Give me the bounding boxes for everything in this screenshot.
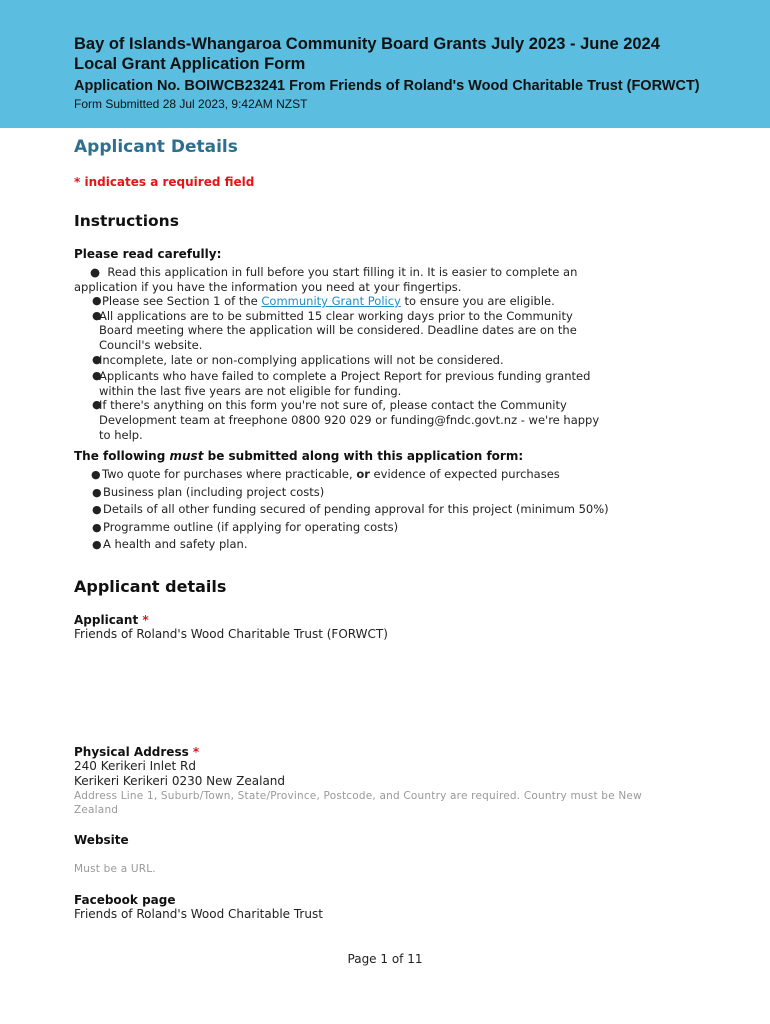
list-item <box>74 501 694 519</box>
list-item <box>74 294 694 309</box>
form-content <box>74 136 694 922</box>
applicant-label <box>74 613 694 627</box>
applicant-label-text: Applicant <box>74 612 139 627</box>
bullet-text: Please see Section 1 of the <box>102 294 262 309</box>
bullet-icon: ● <box>92 294 102 308</box>
bullet-icon: ● <box>92 520 102 534</box>
bullet-icon: ● <box>92 352 102 366</box>
bullet-text: Details of all other funding secured of pending approval for this project (minimum 50%) <box>103 502 609 517</box>
physical-address-label <box>74 745 694 759</box>
physical-address-label-text: Physical Address <box>74 744 189 759</box>
required-field-note: * indicates a required field <box>74 175 255 189</box>
facebook-label: Facebook page <box>74 892 176 907</box>
list-item <box>74 369 694 398</box>
list-item <box>74 519 694 537</box>
physical-address-field <box>74 745 694 817</box>
bullet-text: All applications are to be submitted 15 clear working days prior to the Community <box>99 308 573 323</box>
list-item <box>74 265 694 294</box>
form-title-line2: Local Grant Application Form <box>74 55 306 73</box>
bullet-text: Two quote for purchases where practicable, <box>102 467 357 482</box>
bullet-text: A health and safety plan. <box>103 537 248 552</box>
bullet-text: to ensure you are eligible. <box>400 294 555 309</box>
bullet-icon: ● <box>92 485 102 499</box>
address-line2: Kerikeri Kerikeri 0230 New Zealand <box>74 773 286 788</box>
website-label: Website <box>74 832 129 847</box>
bullet-icon: ● <box>92 308 102 322</box>
list-item <box>74 309 694 353</box>
applicant-field <box>74 613 694 642</box>
submission-date: Form Submitted 28 Jul 2023, 9:42AM NZST <box>74 97 308 111</box>
bullet-text: If there's anything on this form you're not sure of, please contact the Community <box>99 398 567 413</box>
bullet-icon: ● <box>92 538 102 552</box>
instructions-heading: Instructions <box>74 212 179 230</box>
application-number: Application No. BOIWCB23241 From Friends of Roland's Wood Charitable Trust (FORWCT) <box>74 78 700 94</box>
applicant-details-heading: Applicant details <box>74 576 227 596</box>
bullet-emphasis: or <box>356 467 370 482</box>
list-item <box>74 353 694 368</box>
list-item <box>74 536 694 554</box>
bullet-text: evidence of expected purchases <box>369 467 560 482</box>
list-item <box>74 484 694 502</box>
address-hint: Address Line 1, Suburb/Town, State/Province, Postcode, and Country are required. Country must be New Zealand <box>74 789 642 816</box>
please-read-label: Please read carefully: <box>74 247 222 261</box>
required-star: * <box>192 744 200 759</box>
website-hint: Must be a URL. <box>74 862 156 875</box>
must-submit-heading <box>74 449 694 463</box>
bullet-text: application if you have the information you need at your fingertips. <box>74 279 462 294</box>
bullet-text: within the last five years are not eligible for funding. <box>99 383 402 398</box>
bullet-icon: ● <box>90 265 101 279</box>
bullet-text: Board meeting where the application will be considered. Deadline dates are on the <box>99 323 577 338</box>
required-star: * <box>142 612 149 627</box>
bullet-text: Business plan (including project costs) <box>103 484 325 499</box>
required-documents-list <box>74 466 694 554</box>
page-number: Page 1 of 11 <box>347 952 423 966</box>
section-title: Applicant Details <box>74 137 238 157</box>
list-item <box>74 466 694 484</box>
bullet-text: Programme outline (if applying for operating costs) <box>103 519 399 534</box>
bullet-text: Development team at freephone 0800 920 029 or funding@fndc.govt.nz - we're happy <box>99 412 600 427</box>
form-title-line1: Bay of Islands-Whangaroa Community Board Grants July 2023 - June 2024 <box>74 35 660 53</box>
must-suffix: be submitted along with this application form: <box>203 449 524 464</box>
community-grant-policy-link[interactable]: Community Grant Policy <box>261 294 401 309</box>
bullet-text: to help. <box>99 427 143 442</box>
facebook-field <box>74 893 694 922</box>
must-prefix: The following <box>74 449 170 464</box>
bullet-text: Read this application in full before you start filling it in. It is easier to complete an <box>107 265 578 279</box>
applicant-value: Friends of Roland's Wood Charitable Trust (FORWCT) <box>74 626 388 641</box>
facebook-value: Friends of Roland's Wood Charitable Trust <box>74 906 323 921</box>
form-header <box>0 0 770 128</box>
instructions-list <box>74 265 694 442</box>
bullet-icon: ● <box>92 398 102 412</box>
list-item <box>74 398 694 442</box>
bullet-text: Incomplete, late or non-complying applications will not be considered. <box>99 352 504 367</box>
website-field <box>74 833 694 876</box>
website-value <box>74 847 694 862</box>
bullet-icon: ● <box>91 468 101 482</box>
address-line1: 240 Kerikeri Inlet Rd <box>74 758 196 773</box>
bullet-text: Council's website. <box>99 337 203 352</box>
bullet-icon: ● <box>92 503 102 517</box>
bullet-text: Applicants who have failed to complete a Project Report for previous funding granted <box>99 369 591 384</box>
bullet-icon: ● <box>92 369 102 383</box>
must-emphasis: must <box>169 449 204 464</box>
